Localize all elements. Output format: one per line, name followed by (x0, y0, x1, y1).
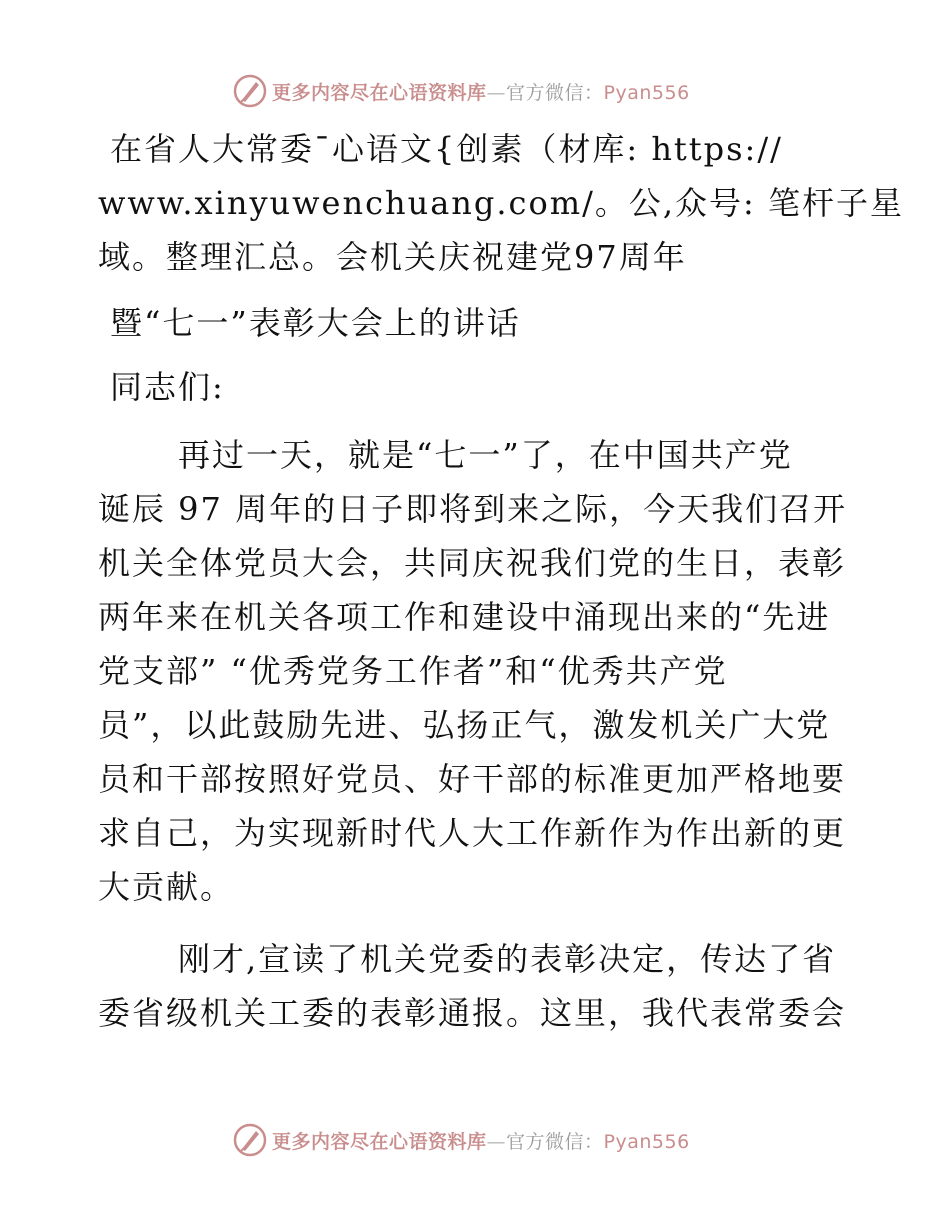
header-separator: — (486, 81, 507, 104)
footer-banner (232, 1120, 690, 1160)
header-handle: Pyan556 (603, 81, 690, 104)
paragraph-line: 求自己，为实现新时代人大工作新作为作出新的更 (98, 814, 847, 852)
title-line: 域。整理汇总。会机关庆祝建党97周年 (98, 238, 687, 276)
salutation: 同志们: (110, 368, 225, 406)
document-title (98, 122, 904, 284)
quill-pen-logo-icon (232, 1122, 268, 1158)
document-body (98, 122, 904, 1040)
footer-separator: — (486, 1130, 507, 1153)
header-brand-text: 更多内容尽在心语资料库 (272, 81, 487, 104)
paragraph-line: 诞辰 97 周年的日子即将到来之际，今天我们召开 (98, 490, 848, 528)
title-line: www.xinyuwenchuang.com/。公,众号: 笔杆子星 (98, 184, 904, 222)
paragraph-2 (98, 932, 858, 1040)
quill-pen-logo-icon (232, 73, 268, 109)
title-line: 在省人大常委¯心语文{创素（材库: https:// (110, 130, 783, 168)
footer-handle: Pyan556 (603, 1130, 690, 1153)
paragraph-line: 两年来在机关各项工作和建设中涌现出来的“先进 (98, 598, 831, 636)
document-subtitle: 暨“七一”表彰大会上的讲话 (110, 304, 521, 342)
paragraph-line: 党支部” “优秀党务工作者”和“优秀共产党 (98, 652, 728, 690)
paragraph-1 (98, 428, 858, 914)
paragraph-line: 委省级机关工委的表彰通报。这里，我代表常委会 (98, 994, 847, 1032)
paragraph-line: 员”，以此鼓励先进、弘扬正气，激发机关广大党 (98, 706, 831, 744)
paragraph-line: 刚才,宣读了机关党委的表彰决定，传达了省 (178, 940, 837, 978)
paragraph-line: 大贡献。 (98, 868, 235, 906)
paragraph-line: 再过一天，就是“七一”了，在中国共产党 (178, 436, 793, 474)
footer-label: 官方微信： (506, 1130, 604, 1153)
header-banner (232, 71, 690, 111)
header-label: 官方微信： (506, 81, 604, 104)
footer-brand-text: 更多内容尽在心语资料库 (272, 1130, 487, 1153)
paragraph-line: 机关全体党员大会，共同庆祝我们党的生日，表彰 (98, 544, 847, 582)
paragraph-line: 员和干部按照好党员、好干部的标准更加严格地要 (98, 760, 847, 798)
